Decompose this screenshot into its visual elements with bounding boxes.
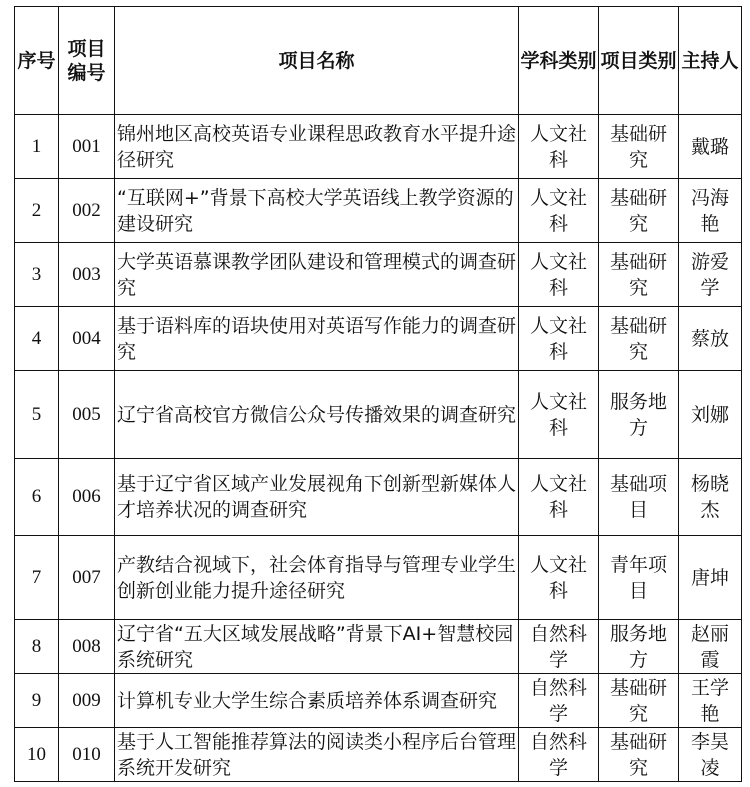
cell-name: 辽宁省“五大区域发展战略”背景下AI+智慧校园系统研究	[115, 620, 519, 674]
cell-name: 基于辽宁省区域产业发展视角下创新型新媒体人才培养状况的调查研究	[115, 459, 519, 536]
cell-name: 计算机专业大学生综合素质培养体系调查研究	[115, 674, 519, 728]
cell-seq: 1	[15, 115, 59, 179]
cell-host: 游爱学	[679, 243, 742, 307]
cell-code: 007	[59, 536, 115, 620]
cell-code: 005	[59, 371, 115, 459]
cell-seq: 2	[15, 179, 59, 243]
header-row	[15, 7, 742, 115]
table-row	[15, 459, 742, 536]
cell-discipline: 人文社科	[519, 307, 599, 371]
cell-discipline: 人文社科	[519, 371, 599, 459]
cell-code: 009	[59, 674, 115, 728]
table-row	[15, 536, 742, 620]
cell-category: 基础研究	[599, 243, 679, 307]
cell-code: 008	[59, 620, 115, 674]
cell-name: “互联网+”背景下高校大学英语线上教学资源的建设研究	[115, 179, 519, 243]
cell-category: 青年项目	[599, 536, 679, 620]
cell-category: 基础研究	[599, 115, 679, 179]
project-table-container	[14, 6, 742, 782]
cell-host: 赵丽霞	[679, 620, 742, 674]
cell-code: 010	[59, 728, 115, 782]
cell-category: 服务地方	[599, 371, 679, 459]
table-row	[15, 371, 742, 459]
cell-seq: 8	[15, 620, 59, 674]
header-seq: 序号	[15, 7, 59, 115]
cell-discipline: 人文社科	[519, 459, 599, 536]
cell-code: 001	[59, 115, 115, 179]
cell-host: 戴璐	[679, 115, 742, 179]
cell-discipline: 自然科学	[519, 728, 599, 782]
cell-seq: 10	[15, 728, 59, 782]
cell-seq: 6	[15, 459, 59, 536]
cell-discipline: 人文社科	[519, 115, 599, 179]
cell-discipline: 人文社科	[519, 179, 599, 243]
cell-host: 刘娜	[679, 371, 742, 459]
cell-discipline: 自然科学	[519, 674, 599, 728]
cell-category: 基础研究	[599, 307, 679, 371]
cell-seq: 9	[15, 674, 59, 728]
cell-category: 基础研究	[599, 674, 679, 728]
cell-category: 基础项目	[599, 459, 679, 536]
cell-host: 蔡放	[679, 307, 742, 371]
cell-seq: 7	[15, 536, 59, 620]
cell-name: 基于语料库的语块使用对英语写作能力的调查研究	[115, 307, 519, 371]
table-row	[15, 620, 742, 674]
cell-host: 王学艳	[679, 674, 742, 728]
table-row	[15, 728, 742, 782]
cell-host: 李昊凌	[679, 728, 742, 782]
cell-host: 冯海艳	[679, 179, 742, 243]
cell-code: 004	[59, 307, 115, 371]
table-row	[15, 674, 742, 728]
table-row	[15, 115, 742, 179]
cell-name: 锦州地区高校英语专业课程思政教育水平提升途径研究	[115, 115, 519, 179]
header-discipline: 学科类别	[519, 7, 599, 115]
cell-discipline: 人文社科	[519, 243, 599, 307]
cell-host: 唐坤	[679, 536, 742, 620]
cell-category: 服务地方	[599, 620, 679, 674]
cell-discipline: 自然科学	[519, 620, 599, 674]
table-row	[15, 179, 742, 243]
table-row	[15, 243, 742, 307]
cell-name: 大学英语慕课教学团队建设和管理模式的调查研究	[115, 243, 519, 307]
cell-name: 辽宁省高校官方微信公众号传播效果的调查研究	[115, 371, 519, 459]
cell-host: 杨晓杰	[679, 459, 742, 536]
cell-code: 003	[59, 243, 115, 307]
header-category: 项目类别	[599, 7, 679, 115]
cell-name: 基于人工智能推荐算法的阅读类小程序后台管理系统开发研究	[115, 728, 519, 782]
cell-category: 基础研究	[599, 728, 679, 782]
cell-code: 006	[59, 459, 115, 536]
project-table	[14, 6, 742, 782]
cell-discipline: 人文社科	[519, 536, 599, 620]
cell-category: 基础研究	[599, 179, 679, 243]
cell-seq: 4	[15, 307, 59, 371]
cell-seq: 5	[15, 371, 59, 459]
header-host: 主持人	[679, 7, 742, 115]
table-row	[15, 307, 742, 371]
cell-name: 产教结合视域下，社会体育指导与管理专业学生创新创业能力提升途径研究	[115, 536, 519, 620]
header-name: 项目名称	[115, 7, 519, 115]
cell-code: 002	[59, 179, 115, 243]
cell-seq: 3	[15, 243, 59, 307]
header-code: 项目编号	[59, 7, 115, 115]
